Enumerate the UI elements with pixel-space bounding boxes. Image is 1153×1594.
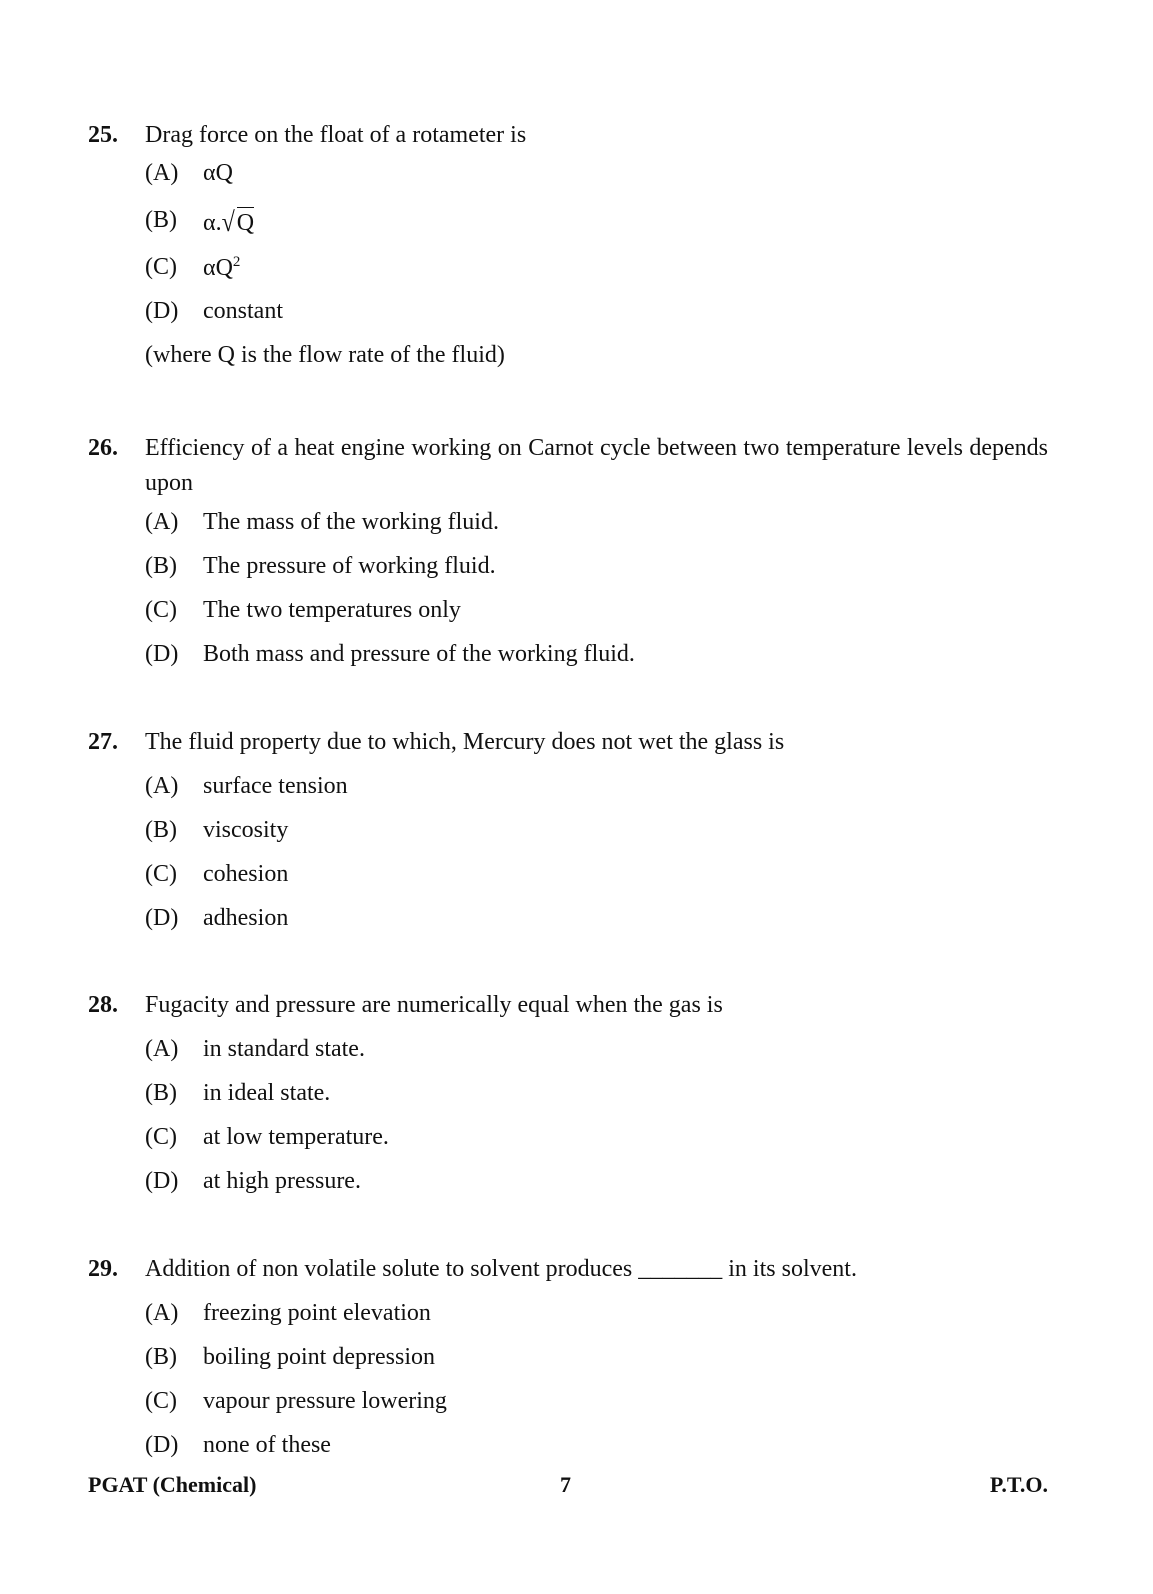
question-number: 28. bbox=[88, 992, 118, 1018]
question-28 bbox=[88, 992, 1048, 1212]
option-label: (D) bbox=[145, 905, 179, 931]
option-d bbox=[145, 905, 1048, 949]
option-text: The pressure of working fluid. bbox=[203, 553, 496, 579]
question-number: 26. bbox=[88, 435, 118, 461]
option-text: $\alpha Q^2$ bbox=[203, 254, 241, 281]
question-text: Efficiency of a heat engine working on Carnot cycle between two temperature levels depends upon bbox=[145, 435, 1048, 496]
option-text: in standard state. bbox=[203, 1036, 365, 1062]
option-label: (A) bbox=[145, 509, 179, 535]
option-a bbox=[145, 1300, 1048, 1344]
page-number: 7 bbox=[560, 1472, 571, 1497]
option-text: vapour pressure lowering bbox=[203, 1388, 447, 1414]
option-c bbox=[145, 597, 1048, 641]
option-a bbox=[145, 160, 1048, 207]
sqrt-symbol: √ bbox=[221, 207, 235, 238]
question-text: Drag force on the float of a rotameter is bbox=[145, 122, 527, 148]
option-text: viscosity bbox=[203, 817, 289, 843]
option-d bbox=[145, 298, 1048, 342]
please-turn-over: P.T.O. bbox=[989, 1472, 1048, 1497]
option-d bbox=[145, 1168, 1048, 1212]
question-text: The fluid property due to which, Mercury does not wet the glass is bbox=[145, 729, 785, 755]
option-text: αQ bbox=[203, 160, 233, 186]
option-b bbox=[145, 1344, 1048, 1388]
option-b bbox=[145, 1080, 1048, 1124]
option-label: (A) bbox=[145, 1300, 179, 1326]
option-text: boiling point depression bbox=[203, 1344, 435, 1370]
option-label: (D) bbox=[145, 1168, 179, 1194]
option-label: (B) bbox=[145, 817, 177, 843]
option-label: (B) bbox=[145, 1344, 177, 1370]
option-text: The mass of the working fluid. bbox=[203, 509, 499, 535]
option-text: The two temperatures only bbox=[203, 597, 461, 623]
option-text: constant bbox=[203, 298, 283, 324]
option-text: at low temperature. bbox=[203, 1124, 389, 1150]
option-label: (C) bbox=[145, 597, 177, 623]
question-29 bbox=[88, 1256, 1048, 1476]
option-label: (C) bbox=[145, 254, 177, 280]
sqrt-radicand: Q bbox=[237, 207, 254, 235]
option-a bbox=[145, 773, 1048, 817]
option-d bbox=[145, 641, 1048, 685]
option-text: none of these bbox=[203, 1432, 331, 1458]
option-text: adhesion bbox=[203, 905, 289, 931]
option-b bbox=[145, 207, 1048, 254]
option-text: at high pressure. bbox=[203, 1168, 361, 1194]
question-number: 25. bbox=[88, 122, 118, 148]
question-text: Addition of non volatile solute to solvent produces _______ in its solvent. bbox=[145, 1256, 857, 1282]
question-note: (where Q is the flow rate of the fluid) bbox=[145, 342, 505, 368]
question-text: Fugacity and pressure are numerically equal when the gas is bbox=[145, 992, 723, 1018]
option-label: (D) bbox=[145, 641, 179, 667]
option-c bbox=[145, 254, 1048, 298]
option-label: (C) bbox=[145, 1124, 177, 1150]
option-a bbox=[145, 1036, 1048, 1080]
question-27 bbox=[88, 729, 1048, 949]
option-b bbox=[145, 817, 1048, 861]
option-c bbox=[145, 861, 1048, 905]
page-footer bbox=[88, 1472, 1048, 1502]
question-number: 27. bbox=[88, 729, 118, 755]
question-26 bbox=[88, 431, 1048, 685]
option-b bbox=[145, 553, 1048, 597]
option-label: (A) bbox=[145, 160, 179, 186]
option-label: (B) bbox=[145, 553, 177, 579]
option-text: cohesion bbox=[203, 861, 289, 887]
option-label: (A) bbox=[145, 1036, 179, 1062]
superscript: 2 bbox=[232, 254, 241, 270]
option-text: Both mass and pressure of the working fluid. bbox=[203, 641, 635, 667]
option-label: (D) bbox=[145, 298, 179, 324]
option-label: (C) bbox=[145, 1388, 177, 1414]
exam-name: PGAT (Chemical) bbox=[88, 1472, 257, 1497]
option-label: (B) bbox=[145, 207, 177, 233]
option-c bbox=[145, 1124, 1048, 1168]
option-text: in ideal state. bbox=[203, 1080, 331, 1106]
question-number: 29. bbox=[88, 1256, 118, 1282]
option-label: (C) bbox=[145, 861, 177, 887]
option-text: freezing point elevation bbox=[203, 1300, 431, 1326]
option-d bbox=[145, 1432, 1048, 1476]
option-text: surface tension bbox=[203, 773, 348, 799]
option-text: α.√Q bbox=[203, 207, 255, 238]
question-25 bbox=[88, 122, 1048, 369]
option-c bbox=[145, 1388, 1048, 1432]
option-a bbox=[145, 509, 1048, 553]
option-label: (A) bbox=[145, 773, 179, 799]
option-label: (B) bbox=[145, 1080, 177, 1106]
option-label: (D) bbox=[145, 1432, 179, 1458]
